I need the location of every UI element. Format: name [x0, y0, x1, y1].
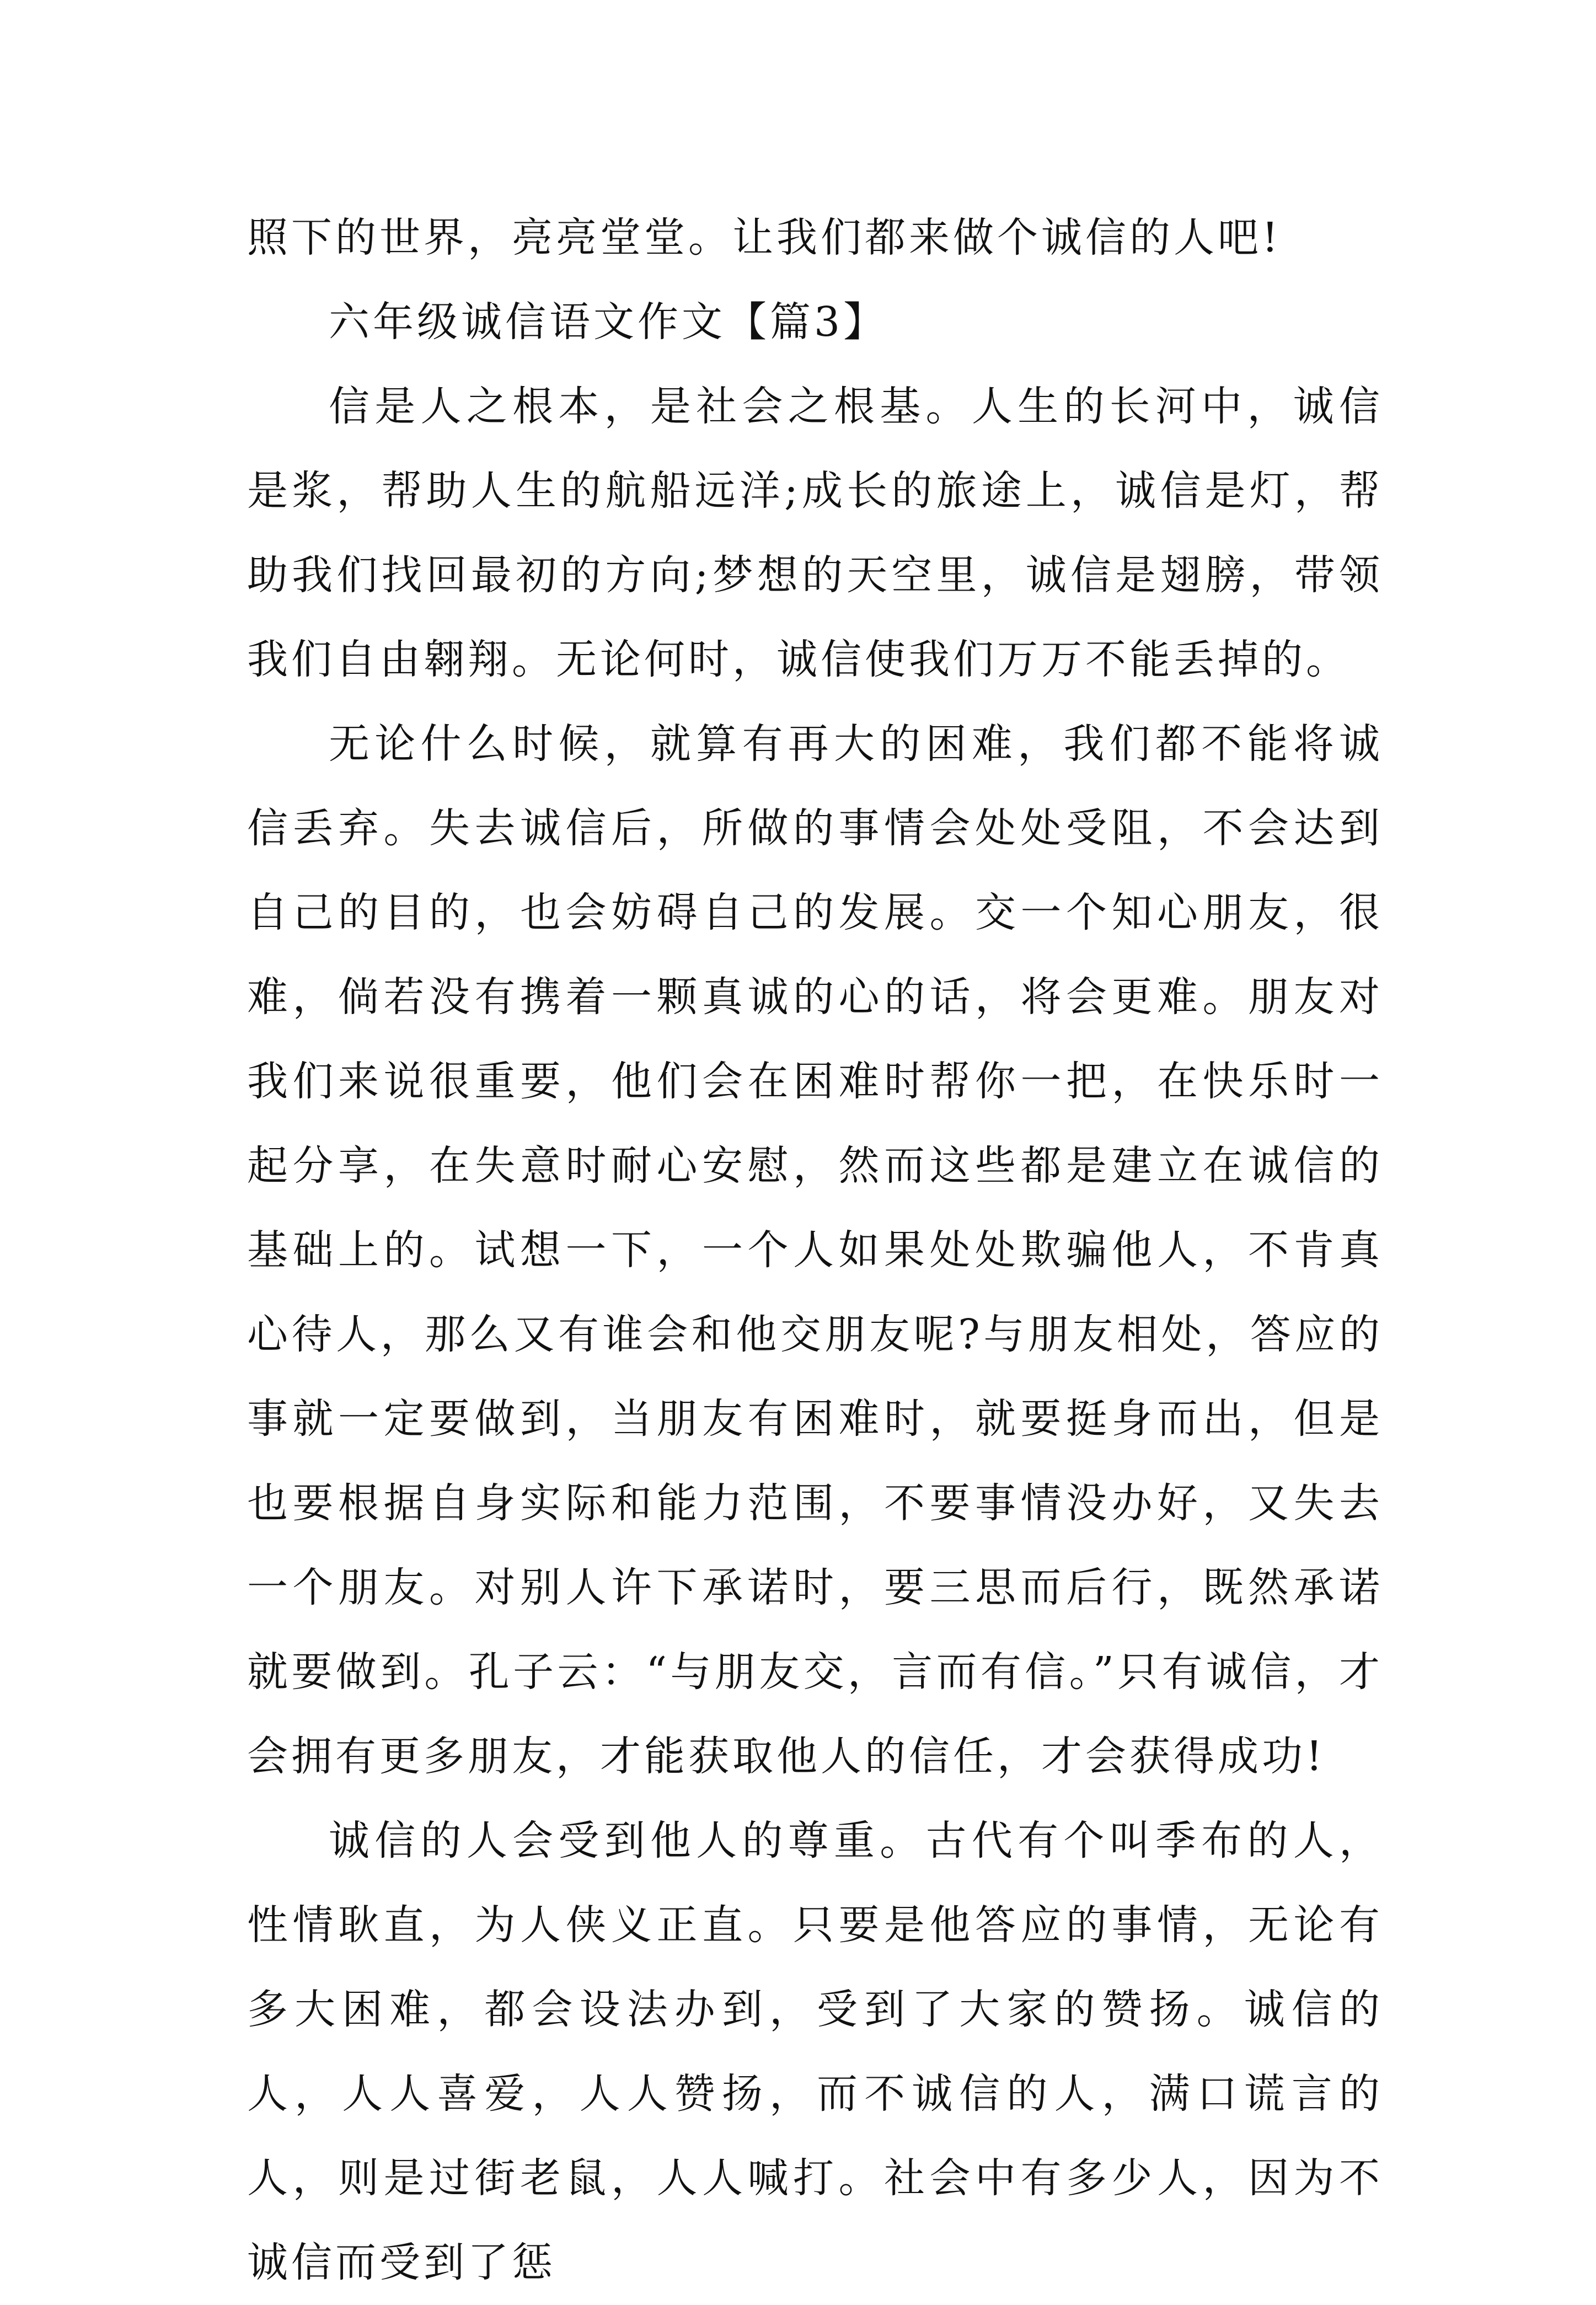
- paragraph-1: 信是人之根本，是社会之根基。人生的长河中，诚信是浆，帮助人生的航船远洋;成长的旅途上，诚信是灯，帮助我们找回最初的方向;梦想的天空里，诚信是翅膀，带领我们自由翱翔。无论何时，诚信使我们万万不能丢掉的。: [247, 383, 1383, 683]
- paragraph-closing-line: 照下的世界，亮亮堂堂。让我们都来做个诚信的人吧!: [247, 214, 1282, 261]
- paragraph-2: 无论什么时候，就算有再大的困难，我们都不能将诚信丢弃。失去诚信后，所做的事情会处处受阻，不会达到自己的目的，也会妨碍自己的发展。交一个知心朋友，很难，倘若没有携着一颗真诚的心的话，将会更难。朋友对我们来说很重要，他们会在困难时帮你一把，在快乐时一起分享，在失意时耐心安慰，然而这些都是建立在诚信的基础上的。试想一下，一个人如果处处欺骗他人，不肯真心待人，那么又有谁会和他交朋友呢?与朋友相处，答应的事就一定要做到，当朋友有困难时，就要挺身而出，但是也要根据自身实际和能力范围，不要事情没办好，又失去一个朋友。对别人许下承诺时，要三思而后行，既然承诺就要做到。孔子云：“与朋友交，言而有信。”只有诚信，才会拥有更多朋友，才能获取他人的信任，才会获得成功!: [247, 720, 1383, 1780]
- paragraph-3: 诚信的人会受到他人的尊重。古代有个叫季布的人，性情耿直，为人侠义正直。只要是他答应的事情，无论有多大困难，都会设法办到，受到了大家的赞扬。诚信的人，人人喜爱，人人赞扬，而不诚信的人，满口谎言的人，则是过街老鼠，人人喊打。社会中有多少人，因为不诚信而受到了惩: [247, 1817, 1383, 2286]
- section-heading: 六年级诚信语文作文【篇3】: [329, 298, 888, 346]
- document-body: [247, 196, 1383, 2305]
